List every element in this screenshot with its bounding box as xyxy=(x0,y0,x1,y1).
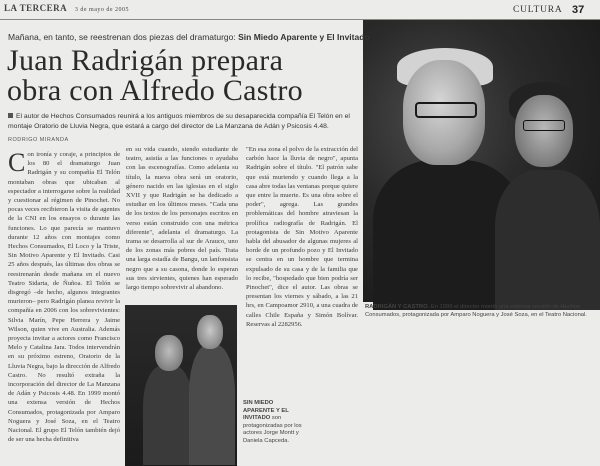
photo-figure-actor-face xyxy=(155,335,183,371)
photo-figure-castro-glasses xyxy=(523,120,565,131)
kicker xyxy=(8,32,370,42)
drop-cap: C xyxy=(8,148,26,177)
secondary-photo-caption xyxy=(243,400,303,446)
deck-text: El autor de Hechos Consumados reunirá a los antiguos miembros de su desaparecida compañía El Telón en el montaje Oratorio de Lluvia Negra, que estará a cargo del director de La Manzana de Adán y Psicosis 4.48. xyxy=(8,113,350,130)
main-photo-caption xyxy=(365,304,597,319)
deck xyxy=(8,112,358,131)
byline: RODRIGO MIRANDA xyxy=(8,137,69,143)
photo-figure-castro-face xyxy=(515,95,573,167)
section-name: CULTURA xyxy=(513,5,563,15)
secondary-photo xyxy=(125,305,237,466)
article-column-3 xyxy=(246,145,358,328)
main-caption-bold: RADRIGÁN Y CASTRO. xyxy=(365,304,430,310)
column-2-text: en su vida cuando, siendo estudiante de teatro, asistía a las funciones o ayudaba con las escenografías. Como adelanta su título, la nueva obra será un oratorio, género nacido en las iglesias en el siglo XVII y que Radrigán se ha dedicado a estudiar en los últimos meses. "Cada una de los textos de los personajes escritos en verso están construido con una métrica diferente", adelanta el dramaturgo. La trama se desarrolla al sur de Arauco, uno de los zonas más pobres del país. Trata una larga estadía de Bangu, un lanfonsista negro que a su casona, donde lo esperan sus tres sirvientes, quienes han esperado largo tiempo sobrevivir al abandono. xyxy=(126,146,238,292)
photo-figure-actor-body xyxy=(143,365,193,465)
kicker-lead: Mañana, en tanto, se reestrenan dos piezas del dramaturgo: xyxy=(8,32,236,42)
bullet-square-icon xyxy=(8,113,13,118)
column-1-text: on ironía y coraje, a principios de los 80 el dramaturgo Juan Radrigán y su compañía El Telón montaban obras que ubicaban al espectador a interrogarse sobre la realidad y cuestionar al régimen de Pinochet. No pocas veces recibieron la visita de agentes de la CNI en los ensayos o durante las funciones. Lo que parecía se mantuvo durante 12 años con montajes como Hechos Consumados, El Loco y la Triste, Sin Motivo Aparente y El Invitado. Casi 25 años después, las últimas dos obras se reestrenarán desde mañana en el nuevo Teatro Sidarta, de Ñuñoa. El Telón se disgregó –de hecho, algunos integrantes murieron– pero Radrigán planea revivir la compañía en 2006 con los sobrevivientes: Silvia Marín, Pepe Herrera y Jaime Wilson, quien vive en Australia. Además proyecta invitar a actores como Francisco Melo y Catalina Jara. Todos intervendrán en su próximo estreno, Oratorio de la Lluvia Negra, bajo la dirección de Alfredo Castro. No resultó extraña la incorporación del director de La Manzana de Adán y Psicosis 4.48. En 1999 montó una extensa versión de Hechos Consumados, protagonizada por Amparo Noguera y José Soza, en el Teatro Nacional. El grupo El Telón también dejó de ser una hecha definitiva xyxy=(8,151,120,444)
masthead xyxy=(4,3,129,13)
photo-figure-actress-face xyxy=(197,315,223,349)
article-column-1 xyxy=(8,150,120,466)
main-photo xyxy=(363,20,600,302)
secondary-caption-bold: SIN MIEDO APARENTE Y EL INVITADO xyxy=(243,400,289,422)
page-number: 37 xyxy=(572,4,585,16)
secondary-caption-text: son protagonizadas por los actores Jorge Montt y Daniela Capceda. xyxy=(243,415,302,444)
headline-line-2: obra con Alfredo Castro xyxy=(7,74,303,107)
headline-line-1: Juan Radrigán prepara xyxy=(7,44,284,77)
issue-date: 3 de mayo de 2005 xyxy=(74,7,130,13)
column-3-text: "En esa zona el polvo de la extracción del carbón hace la lluvia de negro", apunta Radrigán sobre el título. "El patrón sabe que está muriendo y cuando llega a la casa abre todas las ventanas porque quiere que entre la muerte. Es una obra sobre el poder", agrega. Las grandes problemáticas del hombre atraviesan la prolífica radiografía de Radrigán. El protagonista de Sin Motivo Aparente habla del abusador de algunas mujeres al borde de un profundo pozo y El Invitado se centra en un hombre que termina expulsado de su casa y de la familia que lo recibe, "hospedado que bien podría ser Pinochet", dice el autor. Las obras se presentan los viernes y sábado, a las 21 hrs, en Campoamor 2910, a una cuadra de calles Chile España y Simón Bolívar. Reservas al 2282956. xyxy=(246,146,358,328)
photo-figure-radrigan-glasses xyxy=(415,102,477,118)
newspaper-name: LA TERCERA xyxy=(4,3,68,13)
kicker-titles: Sin Miedo Aparente y El Invitado xyxy=(238,32,370,42)
main-caption-text: En 1999 el director montó una extensa versión de Hechos Consumados, protagonizada por Amparo Noguera y José Soza, en el Teatro Nacional. xyxy=(365,304,587,318)
photo-figure-castro-body xyxy=(495,170,600,310)
article-column-2 xyxy=(126,145,238,305)
photo-figure-actress-body xyxy=(189,345,235,465)
headline xyxy=(7,46,367,106)
